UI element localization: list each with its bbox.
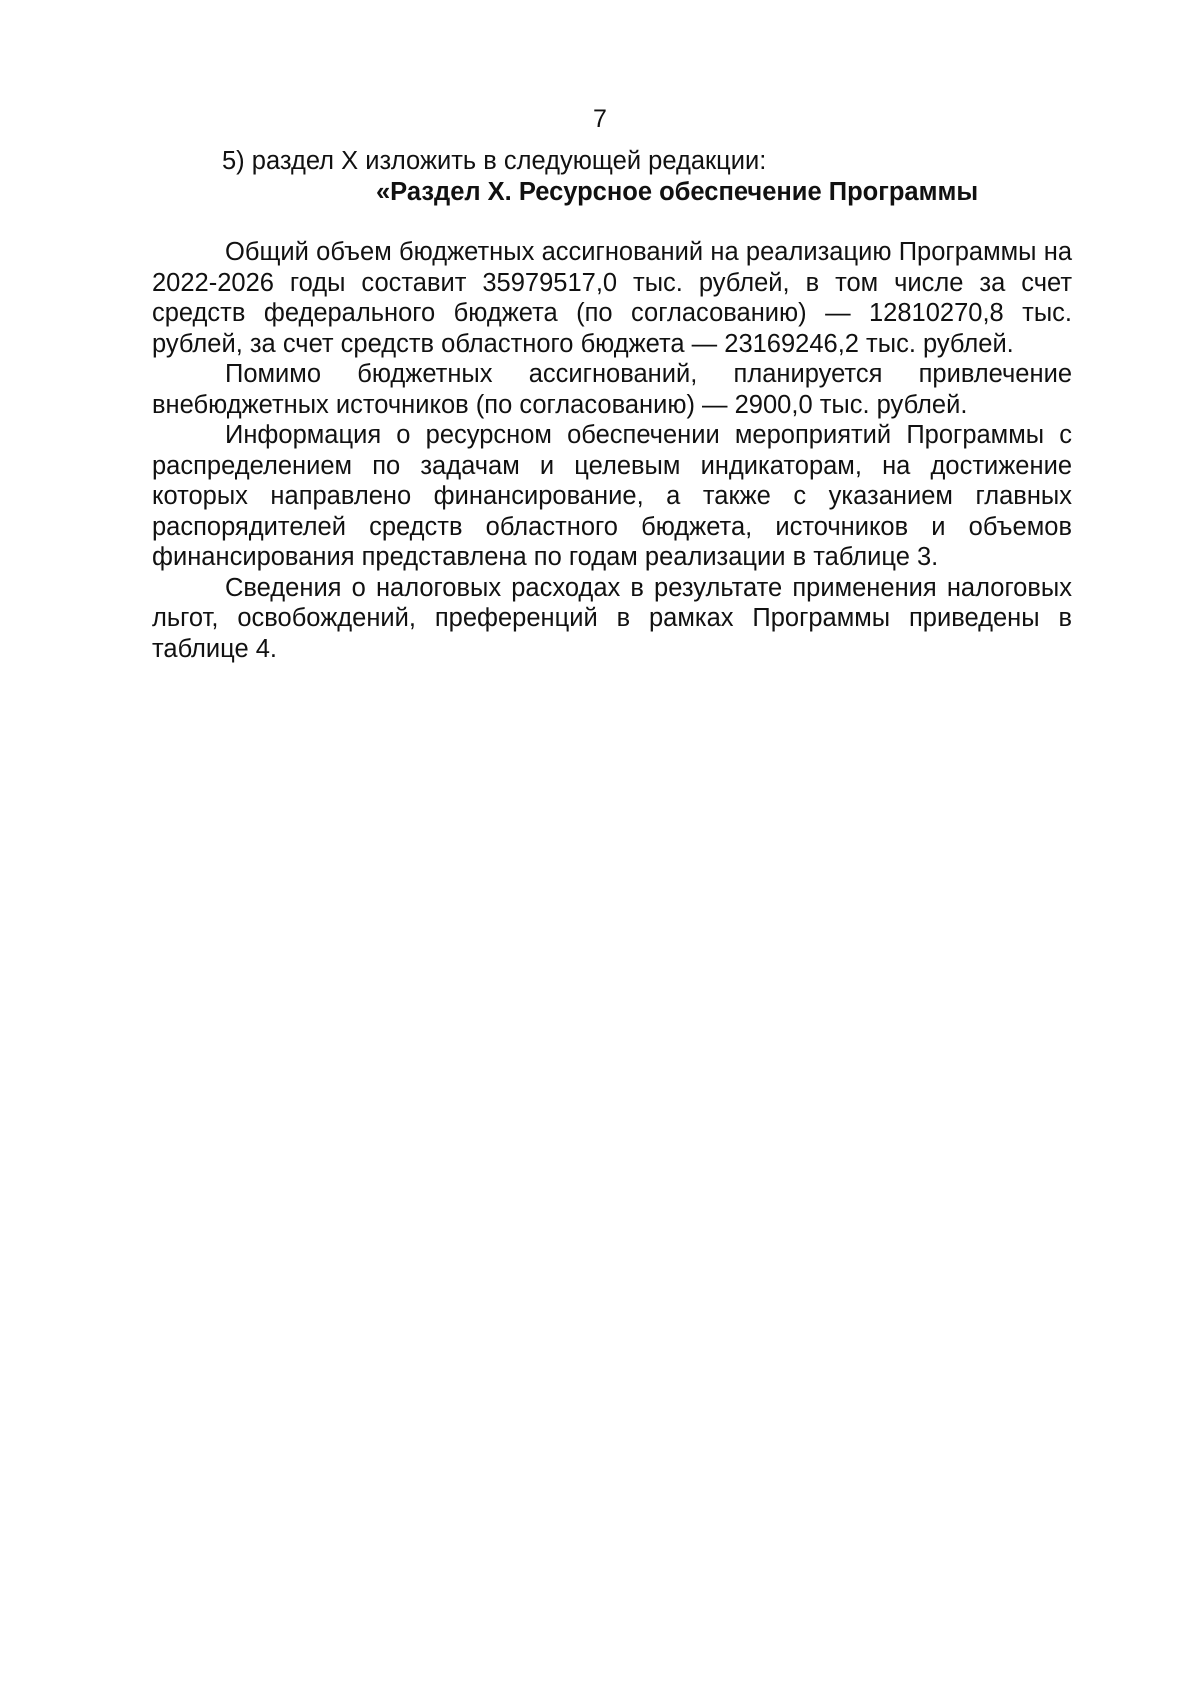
spacer — [152, 207, 1072, 237]
page-number: 7 — [593, 105, 607, 133]
amendment-intro: 5) раздел X изложить в следующей редакции: — [222, 147, 767, 175]
paragraph-tax-expenses: Сведения о налоговых расходах в результате применения налоговых льгот, освобождений, преференций в рамках Программы приведены в таблице 4. — [152, 573, 1072, 663]
paragraph-budget-total: Общий объем бюджетных ассигнований на реализацию Программы на 2022-2026 годы составит 35979517,0 тыс. рублей, в том числе за счет средств федерального бюджета (по согласованию) — 12810270,8 тыс. рублей, за счет средств областного бюджета — 23169246,2 тыс. рублей. — [152, 238, 1072, 358]
document-body — [152, 146, 1072, 664]
paragraph-extrabudgetary: Помимо бюджетных ассигнований, планируется привлечение внебюджетных источников (по согласованию) — 2900,0 тыс. рублей. — [152, 360, 1072, 419]
section-heading: «Раздел X. Ресурсное обеспечение Программы — [376, 177, 979, 206]
paragraph-resource-info: Информация о ресурсном обеспечении мероприятий Программы с распределением по задачам и целевым индикаторам, на достижение которых направлено финансирование, а также с указанием главных распорядителей средств областного бюджета, источников и объемов финансирования представлена по годам реализации в таблице 3. — [152, 421, 1072, 571]
